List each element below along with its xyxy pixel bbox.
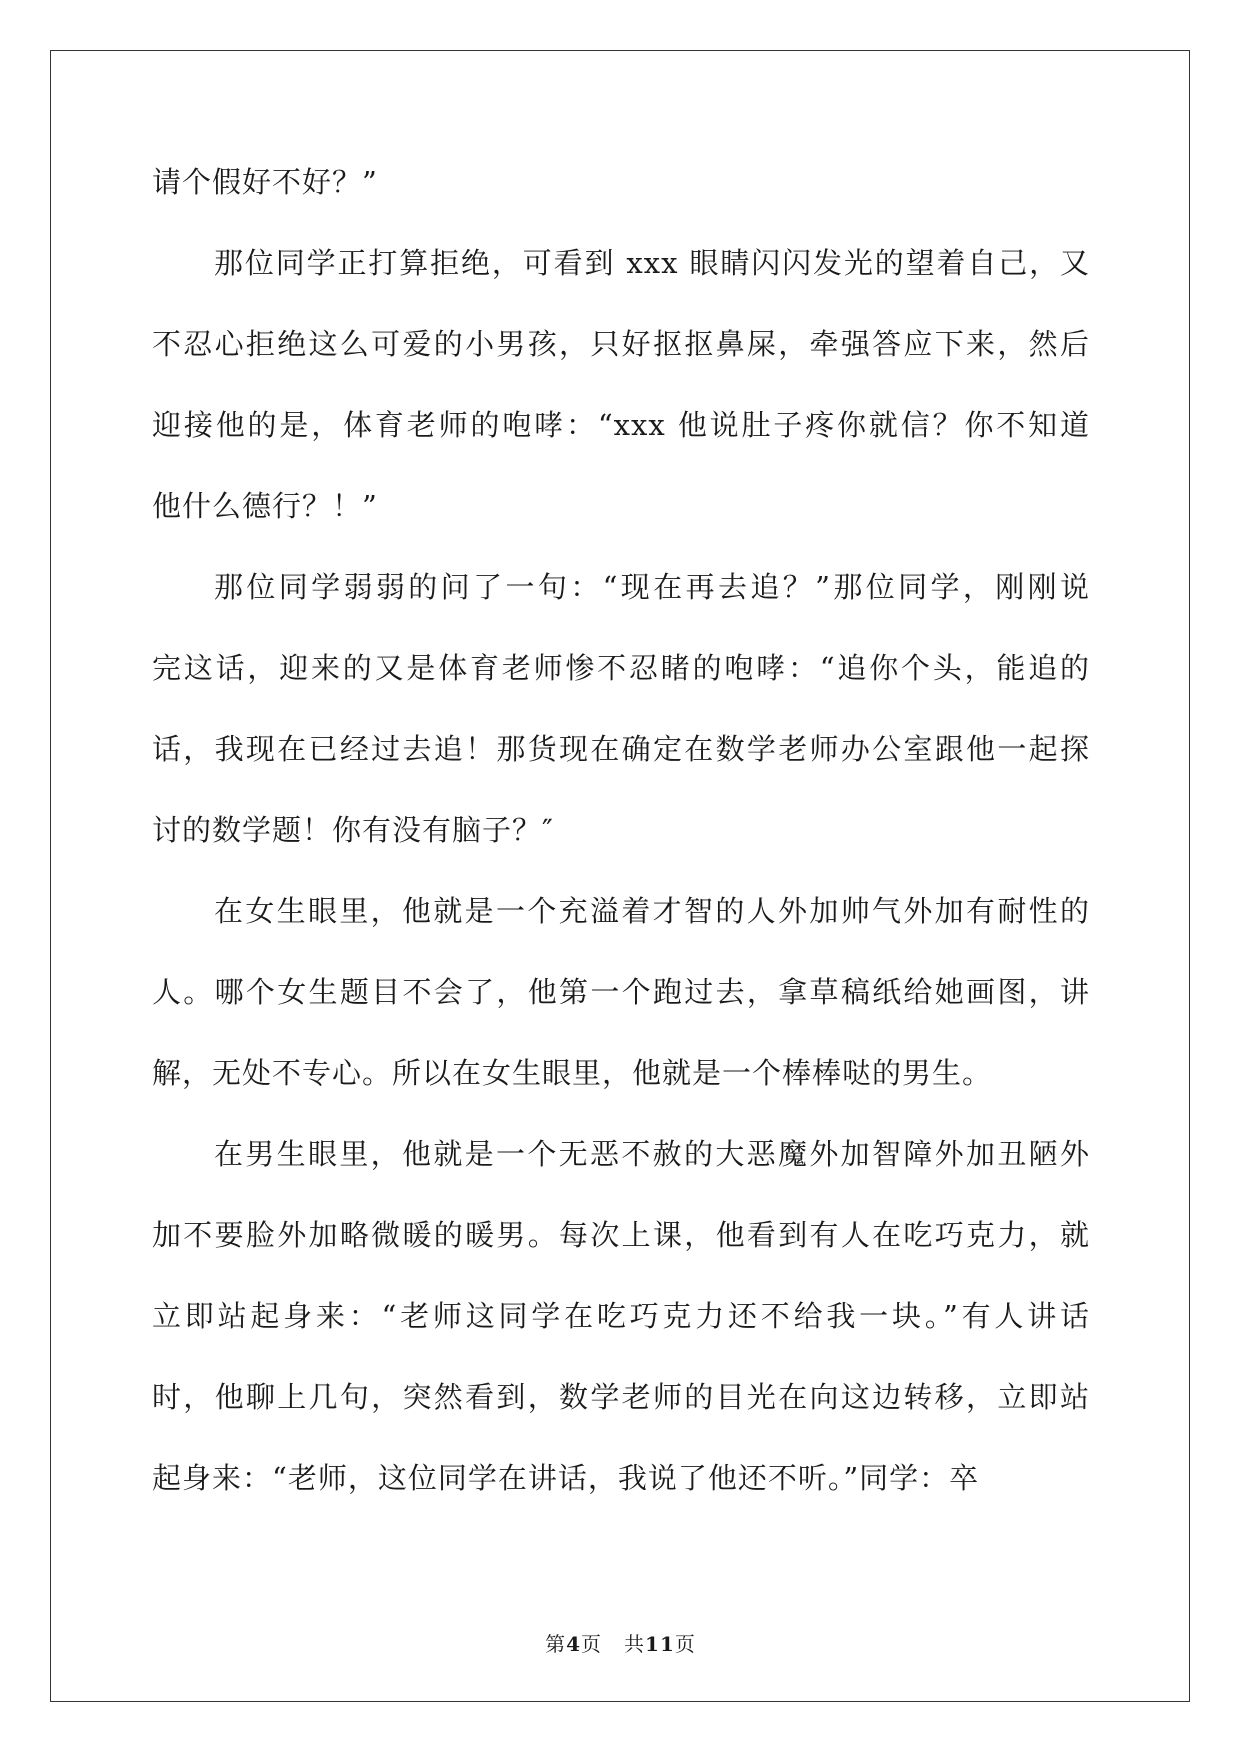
text-line: 请个假好不好？” — [152, 165, 378, 199]
text-line: 时，他聊上几句，突然看到，数学老师的目光在向这边转移，立即站 — [152, 1380, 1090, 1414]
text-line: 立即站起身来：“老师这同学在吃巧克力还不给我一块。”有人讲话 — [152, 1299, 1090, 1333]
text-line: 在男生眼里，他就是一个无恶不赦的大恶魔外加智障外加丑陋外 — [214, 1137, 1090, 1171]
page-footer — [0, 1628, 1241, 1657]
text-line: 在女生眼里，他就是一个充溢着才智的人外加帅气外加有耐性的 — [214, 894, 1090, 928]
text-line: 不忍心拒绝这么可爱的小男孩，只好抠抠鼻屎，牵强答应下来，然后 — [152, 327, 1090, 361]
text-line: 他什么德行？！” — [152, 489, 378, 523]
text-line: 那位同学弱弱的问了一句：“现在再去追？”那位同学，刚刚说 — [214, 570, 1090, 604]
text-line: 迎接他的是，体育老师的咆哮：“xxx 他说肚子疼你就信？你不知道 — [152, 408, 1090, 442]
total-page-count: 11 — [645, 1632, 675, 1656]
text-line: 人。哪个女生题目不会了，他第一个跑过去，拿草稿纸给她画图，讲 — [152, 975, 1090, 1009]
footer-page-word: 页 — [581, 1632, 603, 1656]
footer-total-word: 页 — [674, 1632, 696, 1656]
document-body — [152, 160, 1090, 1537]
text-line: 起身来：“老师，这位同学在讲话，我说了他还不听。”同学：卒 — [152, 1461, 980, 1495]
text-line: 讨的数学题！你有没有脑子？″ — [152, 813, 554, 847]
text-line: 解，无处不专心。所以在女生眼里，他就是一个棒棒哒的男生。 — [152, 1056, 993, 1090]
text-line: 完这话，迎来的又是体育老师惨不忍睹的咆哮：“追你个头，能追的 — [152, 651, 1090, 685]
footer-total-prefix: 共 — [624, 1632, 646, 1656]
footer-prefix: 第 — [545, 1632, 567, 1656]
current-page-number: 4 — [566, 1632, 582, 1656]
text-line: 那位同学正打算拒绝，可看到 xxx 眼睛闪闪发光的望着自己，又 — [214, 246, 1090, 280]
text-line: 话，我现在已经过去追！那货现在确定在数学老师办公室跟他一起探 — [152, 732, 1090, 766]
text-line: 加不要脸外加略微暖的暖男。每次上课，他看到有人在吃巧克力，就 — [152, 1218, 1090, 1252]
